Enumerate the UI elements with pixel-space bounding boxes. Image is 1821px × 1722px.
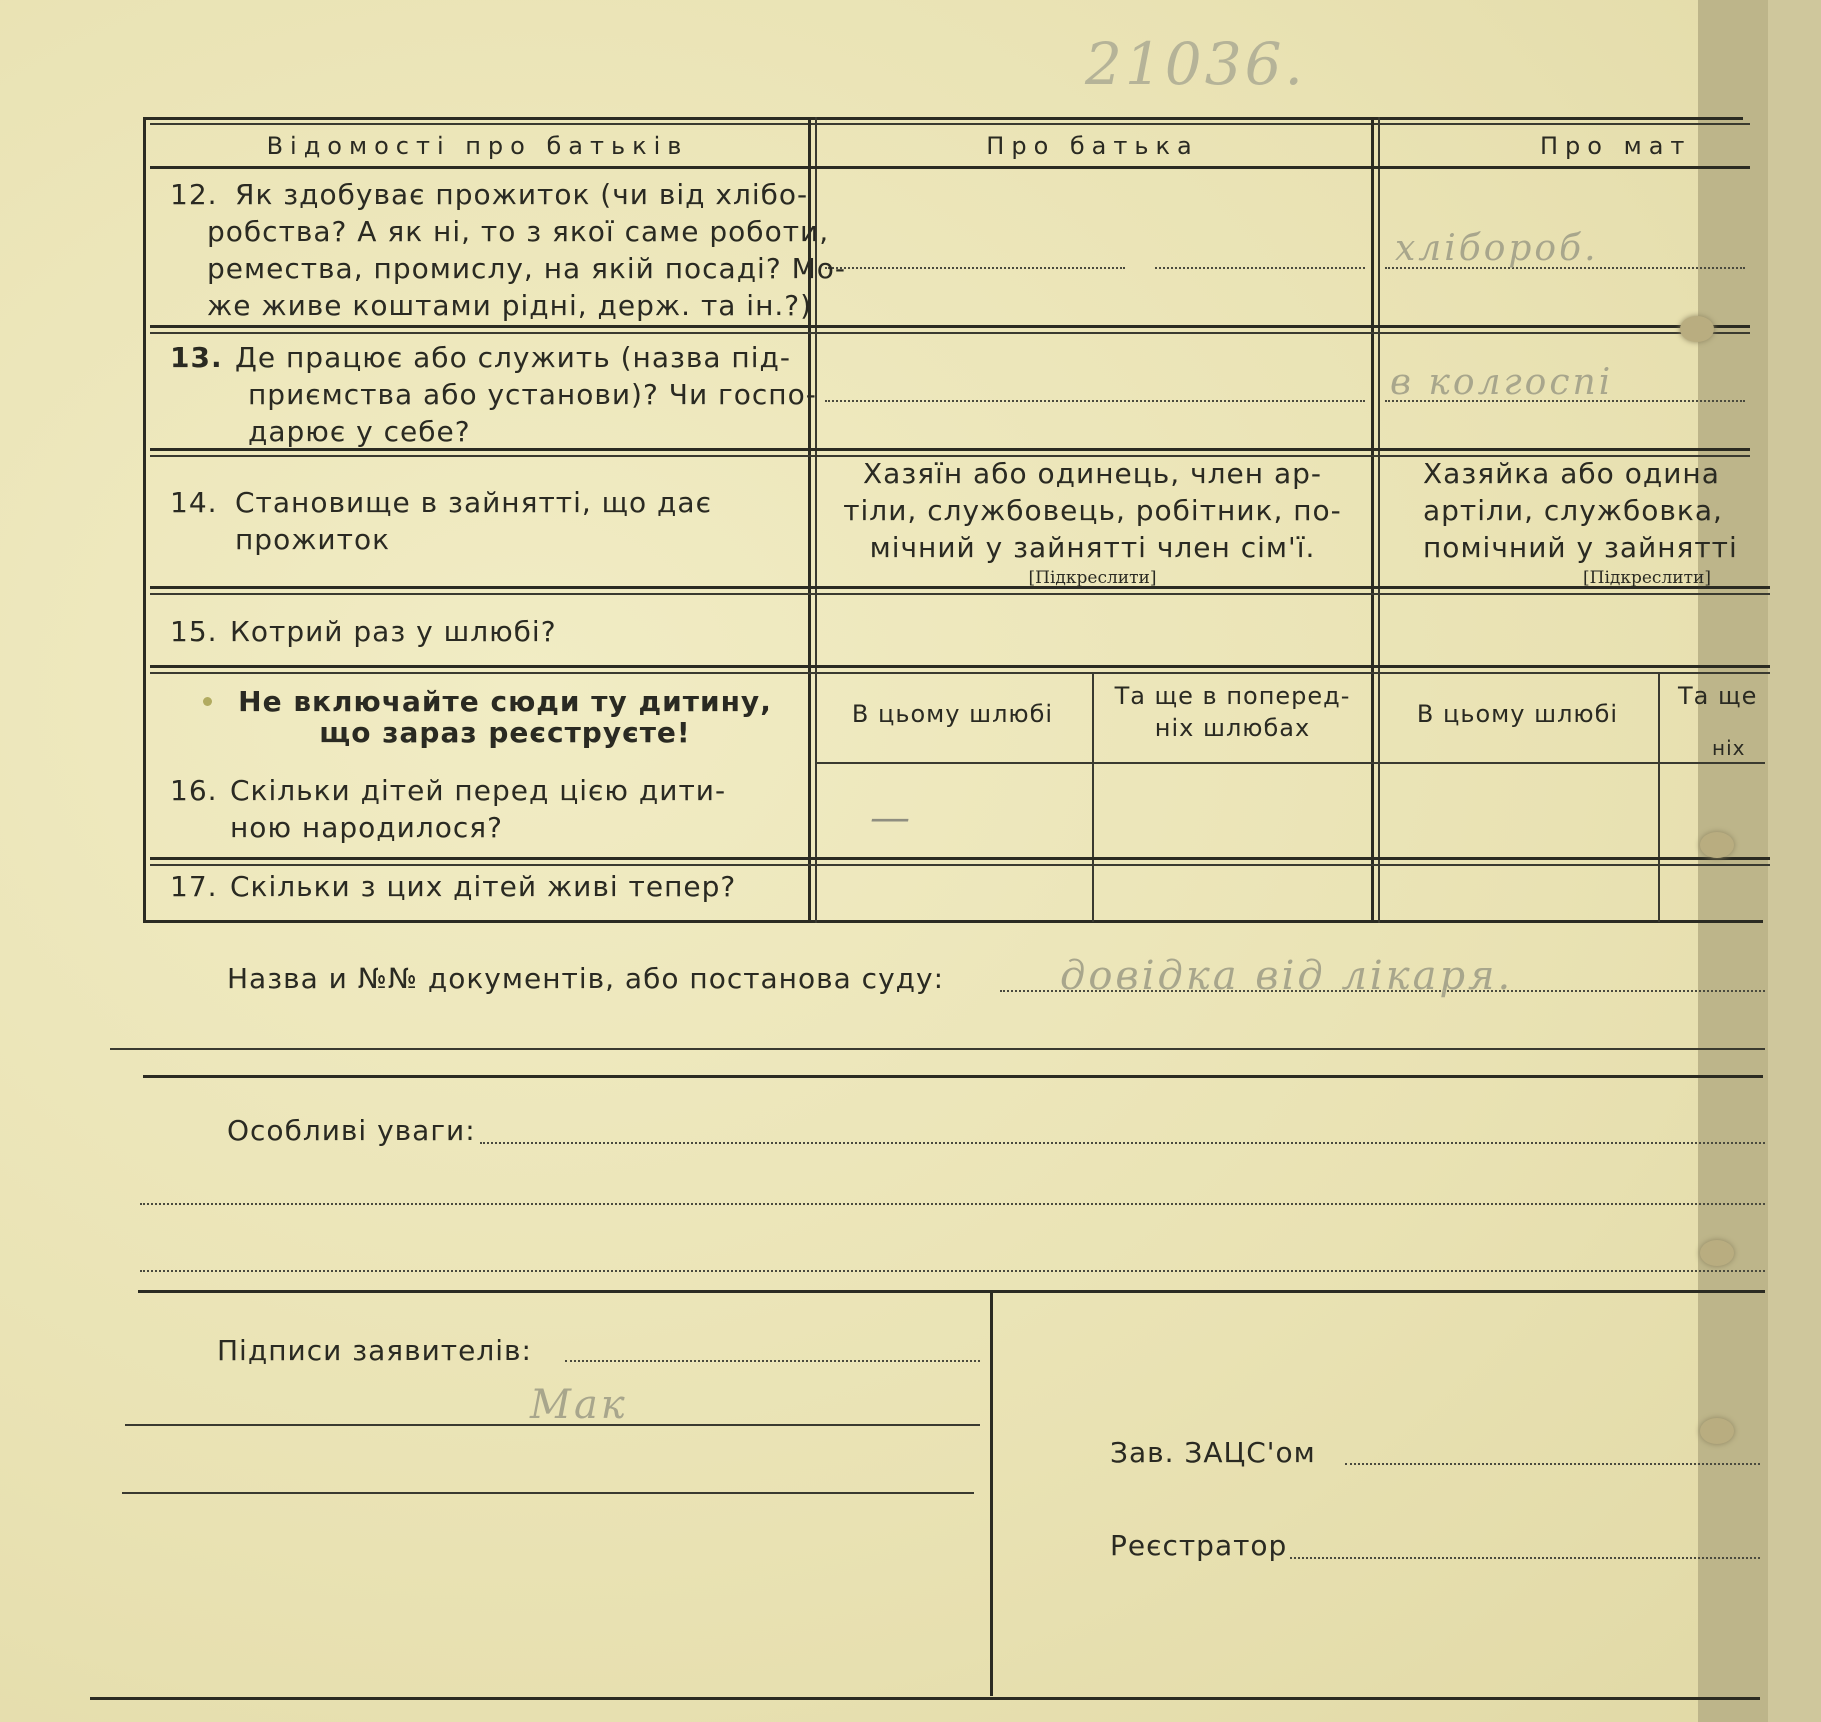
- row17-number: 17.: [170, 870, 218, 903]
- row15-question: Котрий раз у шлюбі?: [230, 615, 557, 648]
- row14-mother-line3: помічний у зайнятті: [1423, 531, 1738, 564]
- row16-father-handwritten-dash: —: [870, 795, 913, 841]
- row14-mother-line2: артіли, службовка,: [1423, 494, 1723, 527]
- row13-line1: Де працює або служить (назва під-: [235, 341, 791, 374]
- row16-mother-prev-line1: Та ще: [1678, 682, 1758, 710]
- row16-warning-line1: Не включайте сюди ту дитину,: [238, 685, 772, 718]
- row14-mother-line1: Хазяйка або одина: [1423, 457, 1720, 490]
- header-col-father: Про батька: [986, 132, 1199, 160]
- row16-father-prev-line1: Та ще в поперед-: [1114, 682, 1351, 710]
- row12-line4: же живе коштами рідні, держ. та ін.?): [207, 289, 813, 322]
- documents-label: Назва и №№ документів, або постанова суду:: [227, 962, 945, 995]
- row16-line1: Скільки дітей перед цією дити-: [230, 774, 727, 807]
- row14-father-line1: Хазяїн або одинець, член ар-: [862, 457, 1322, 490]
- row14-line1: Становище в зайнятті, що дає: [235, 486, 712, 519]
- row12-mother-handwritten: хлібороб.: [1395, 228, 1599, 269]
- row14-number: 14.: [170, 486, 218, 519]
- row16-number: 16.: [170, 774, 218, 807]
- row16-warning-line2: що зараз реєструєте!: [319, 716, 691, 749]
- row13-number: 13.: [170, 341, 223, 374]
- row12-line3: ремества, промислу, на якій посаді? Мо-: [207, 252, 846, 285]
- registrar-label: Реєстратор: [1110, 1529, 1288, 1562]
- signatures-label: Підписи заявителів:: [217, 1334, 532, 1367]
- row13-line3: дарює у себе?: [248, 415, 471, 448]
- binding-hole: [1680, 316, 1714, 342]
- header-col-mother: Про мат: [1540, 132, 1692, 160]
- row13-mother-handwritten: в колгоспі: [1390, 362, 1614, 403]
- row16-mother-prev-line2: ніх: [1712, 736, 1746, 760]
- row16-father-this-marriage: В цьому шлюбі: [851, 700, 1054, 728]
- remarks-label: Особливі уваги:: [227, 1114, 476, 1147]
- row16-father-prev-line2: ніх шлюбах: [1154, 714, 1311, 742]
- registry-head-label: Зав. ЗАЦС'ом: [1110, 1436, 1316, 1469]
- row14-father-line3: мічний у зайнятті член сім'ї.: [869, 531, 1316, 564]
- row12-line2: робства? А як ні, то з якої саме роботи,: [207, 215, 830, 248]
- archive-number: 21036.: [1085, 30, 1306, 98]
- row14-father-line2: тіли, службовець, робітник, по-: [843, 494, 1342, 527]
- header-col-parents: Відомості про батьків: [266, 132, 689, 160]
- binding-hole: [1700, 1418, 1734, 1444]
- row14-line2: прожиток: [235, 523, 390, 556]
- signature-handwritten: Мак: [530, 1382, 628, 1428]
- row12-number: 12.: [170, 178, 218, 211]
- row16-mother-this-marriage: В цьому шлюбі: [1416, 700, 1619, 728]
- row14-father-note: [Підкреслити]: [1028, 568, 1157, 588]
- row16-line2: ною народилося?: [230, 811, 503, 844]
- row15-number: 15.: [170, 615, 218, 648]
- row13-line2: приємства або установи)? Чи госпо-: [248, 378, 817, 411]
- binding-hole: [1700, 1240, 1734, 1266]
- row17-question: Скільки з цих дітей живі тепер?: [230, 870, 737, 903]
- row12-line1: Як здобуває прожиток (чи від хлібо-: [235, 178, 809, 211]
- binding-hole: [1700, 832, 1734, 858]
- row14-mother-note: [Підкреслити]: [1583, 568, 1711, 588]
- documents-handwritten: довідка від лікаря.: [1060, 953, 1514, 999]
